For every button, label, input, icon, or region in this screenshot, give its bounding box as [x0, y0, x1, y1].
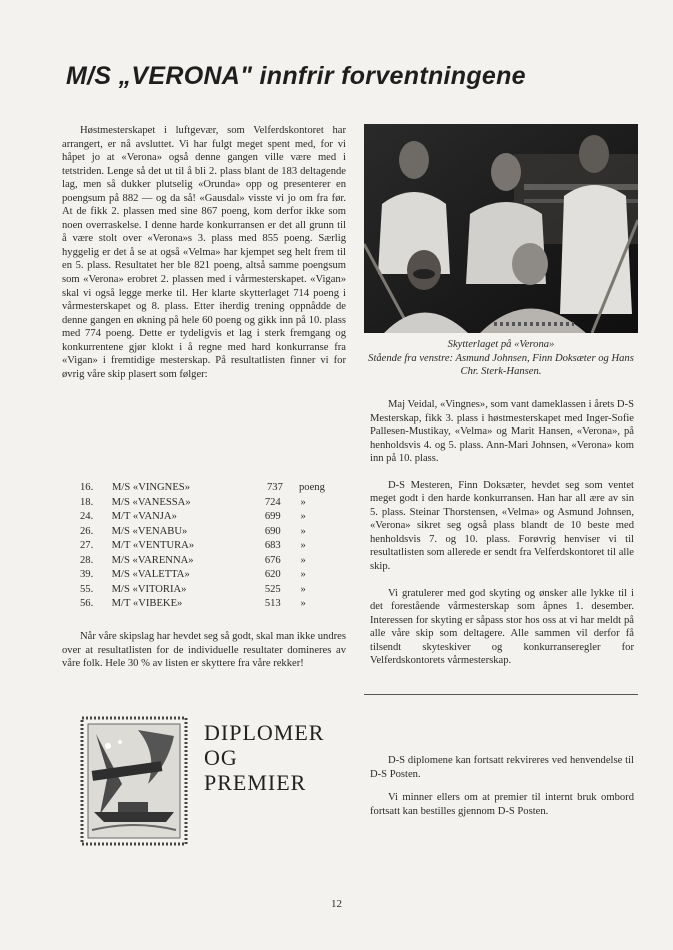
photo-caption-title: Skytterlaget på «Verona»: [447, 339, 555, 350]
result-row: [80, 525, 340, 540]
result-unit: »: [300, 525, 306, 537]
result-place: 39.: [80, 569, 94, 580]
result-row: [80, 539, 340, 554]
result-ship: M/T «VIBEKE»: [111, 598, 183, 609]
result-points: 724: [264, 496, 281, 508]
result-row: [80, 510, 340, 525]
result-ship: M/T «VENTURA»: [111, 540, 195, 551]
diploma-heading: [204, 720, 354, 795]
team-photo: [364, 124, 638, 333]
result-place: 56.: [80, 598, 94, 609]
result-points: 737: [267, 482, 283, 493]
result-place: 55.: [80, 583, 94, 595]
result-ship: M/S «VARENNA»: [111, 554, 194, 566]
result-unit: »: [300, 554, 306, 566]
result-ship: M/S «VINGNES»: [112, 482, 190, 493]
result-unit: poeng: [299, 482, 325, 493]
article-title: M/S „VERONA" innfrir forventningene: [66, 62, 526, 90]
page-number: 12: [331, 898, 342, 910]
result-ship: M/S «VITORIA»: [111, 583, 187, 595]
result-ship: M/S «VENABU»: [111, 525, 188, 537]
closing-text: Når våre skipslag har hevdet seg så godt, skal man ikke undres over at resultatlisten for de individuelle resultater domineres av våre folk. Hele 30 % av listen er skyttere fra våre rekker!: [62, 631, 346, 670]
right-paragraph-1: Maj Veidal, «Vingnes», som vant dameklassen i årets D-S Mesterskap, fikk 3. plass i høstmesterskapet med Inger-Sofie Pallesen-Mustikay, «Velma» og Marit Hansen, «Verona», på henholdsvis 4. og 5. plass. Ann-Mari Johnsen, «Verona» kom inn på 10. plass.: [370, 399, 634, 465]
right-paragraph-3: Vi gratulerer med god skyting og ønsker alle lykke til i det forestående vårmesterskap som åpnes 1. desember. Interessen for skyting er såpass stor hos oss at vi har meldt på alle våre skip som deltagere. Alle sammen vil derfor få tilsendt skyteskiver og konkurranseregler for Velferdskontorets vårmesterskap.: [370, 587, 634, 667]
result-points: 525: [264, 583, 281, 595]
section-divider: [364, 694, 638, 695]
result-ship: M/S «VALETTA»: [111, 569, 190, 580]
result-place: 28.: [80, 554, 94, 566]
result-unit: »: [300, 540, 306, 551]
result-row: [80, 554, 340, 569]
result-place: 24.: [80, 511, 94, 522]
result-row: [80, 496, 340, 511]
photo-caption-names: Stående fra venstre: Asmund Johnsen, Finn Doksæter og Hans Chr. Sterk-Hansen.: [368, 352, 634, 377]
result-ship: M/T «VANJA»: [111, 511, 177, 522]
result-points: 513: [264, 598, 281, 609]
result-unit: »: [300, 496, 306, 508]
result-place: 16.: [80, 482, 94, 493]
photo-caption: [364, 338, 638, 379]
diploma-image: [78, 714, 190, 848]
result-points: 690: [264, 525, 281, 537]
result-points: 699: [264, 511, 281, 522]
closing-paragraph: [62, 630, 346, 671]
team-photo-image: [364, 124, 638, 333]
result-place: 18.: [80, 496, 94, 508]
result-row: [80, 568, 340, 583]
result-points: 620: [264, 569, 281, 580]
intro-paragraph: Høstmesterskapet i luftgevær, som Velferdskontoret har arrangert, er nå avsluttet. Vi har fulgt meget spent med, for vi håpet jo at «Verona» også denne gangen ville være med i tetstriden. Lenge så det ut til å bli 2. plass blant de 183 deltagende lag, men så dukker plutselig «Orunda» opp og presenterer en poengsum på 882 — og da så! «Gausdal» visste vi jo om fra før. At de fikk 2. plassen med sine 867 poeng, kom derfor ikke som noen overraskelse. I denne harde konkurransen er det all grunn til å være stolt over «Verona»s 3. plass med 855 poeng. Særlig hyggelig er det å se at også «Velma» har kjempet seg helt frem til en 5. plass. Resultatet her ble 821 poeng, altså samme poengsum som «Verona» erobret 2. plassen med i vårmesterskapet. «Vigan» skal vi også legge merke til. Her klarte skytterlaget 714 poeng i vårmesterskapet og 8. plass. Etter iherdig trening oppnådde de denne gangen en økning på hele 60 poeng og gikk inn på 10. plass med 774 poeng. Dette er tydeligvis et lag i sterk fremgang og konkurrentene gjør klokt i å regne med hard konkurranse fra «Vigan» i fremtidige mesterskap. På resultatlisten finner vi for øvrig våre skip plasert som følger:: [62, 125, 346, 380]
right-paragraph-2: D-S Mesteren, Finn Doksæter, hevdet seg som ventet meget godt i den harde konkurransen. Han har all ære av sin 5. plass. Steinar Thorstensen, «Velma» og Asmund Johnsen, «Verona» sikret seg også plass blandt de 10 beste med henholdsvis 7. og 10. plass. Forøvrig henviser vi til resultatlisten som allerede er sendt fra Velferdskontoret til alle skip.: [370, 479, 634, 573]
result-place: 26.: [80, 525, 94, 537]
diploma-heading-line-1: DIPLOMER: [204, 720, 325, 745]
article-right-column: [370, 398, 634, 681]
diploma-illustration: [78, 714, 190, 848]
result-row: [80, 597, 340, 612]
result-ship: M/S «VANESSA»: [111, 496, 191, 508]
diploma-text: [370, 754, 634, 828]
result-unit: »: [300, 569, 306, 580]
result-unit: »: [300, 598, 306, 609]
article-intro: [62, 124, 346, 381]
result-place: 27.: [80, 540, 94, 551]
results-list: [80, 481, 340, 612]
result-row: [80, 481, 340, 496]
result-points: 676: [264, 554, 281, 566]
diploma-heading-line-2: OG: [204, 745, 238, 770]
result-unit: »: [300, 511, 306, 522]
diploma-paragraph-2: Vi minner ellers om at premier til internt bruk ombord fortsatt kan bestilles gjennom D-S Posten.: [370, 792, 634, 817]
result-points: 683: [264, 540, 281, 551]
result-row: [80, 583, 340, 598]
diploma-paragraph-1: D-S diplomene kan fortsatt rekvireres ved henvendelse til D-S Posten.: [370, 755, 634, 780]
diploma-heading-line-3: PREMIER: [204, 770, 307, 795]
result-unit: »: [300, 583, 306, 595]
